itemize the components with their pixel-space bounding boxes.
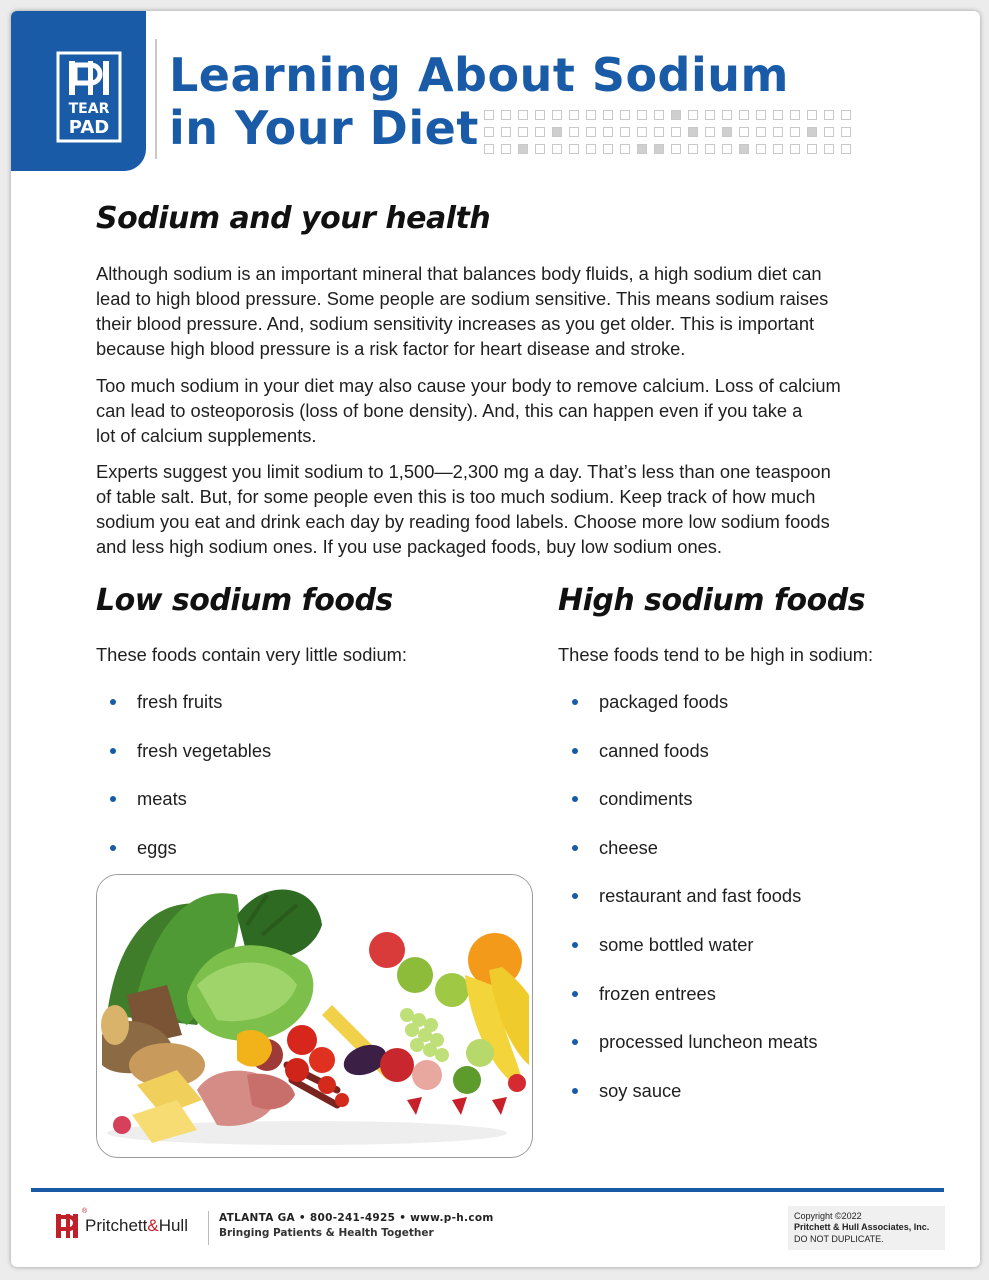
high-sodium-list: [558, 690, 938, 1127]
grid-square: [756, 144, 766, 154]
vegetables-fruits-image: [97, 875, 531, 1156]
grid-square: [790, 144, 800, 154]
footer-divider: [31, 1188, 944, 1192]
grid-square: [688, 127, 698, 137]
grid-square: [501, 110, 511, 120]
logo-text-pad: PAD: [68, 117, 110, 138]
grid-square: [705, 110, 715, 120]
paragraph-3-line: Experts suggest you limit sodium to 1,500—2,300 mg a day. That’s less than one teaspoon: [96, 461, 831, 482]
brand-name-second: Hull: [158, 1216, 188, 1235]
list-item: [96, 690, 516, 739]
grid-square: [552, 127, 562, 137]
tear-pad-logo: [11, 11, 146, 171]
bullet-icon: [572, 699, 578, 705]
list-item: [558, 982, 938, 1031]
header-divider: [155, 39, 157, 159]
bullet-icon: [110, 699, 116, 705]
bullet-icon: [572, 893, 578, 899]
ph-monogram-icon: [54, 1211, 82, 1239]
list-item: [558, 836, 938, 885]
heading-low-sodium: Low sodium foods: [96, 583, 393, 618]
grid-square: [569, 110, 579, 120]
list-item-text: cheese: [599, 836, 658, 858]
list-item: [558, 1030, 938, 1079]
grid-square: [773, 110, 783, 120]
bullet-icon: [572, 991, 578, 997]
copyright-line: Copyright ©2022: [794, 1211, 862, 1221]
registered-mark: ®: [82, 1208, 88, 1215]
grid-square: [790, 127, 800, 137]
grid-square: [586, 127, 596, 137]
list-item-text: fresh fruits: [137, 691, 223, 712]
grid-square: [518, 127, 528, 137]
title-line-2: in Your Diet: [169, 101, 479, 155]
grid-square: [501, 144, 511, 154]
heading-high-sodium: High sodium foods: [558, 583, 866, 618]
list-item-text: packaged foods: [599, 691, 729, 712]
grid-square: [705, 127, 715, 137]
grid-square: [586, 144, 596, 154]
grid-square: [535, 110, 545, 120]
grid-square: [739, 127, 749, 137]
list-item-text: meats: [137, 788, 187, 810]
low-sodium-intro: These foods contain very little sodium:: [96, 644, 407, 665]
grid-square: [518, 110, 528, 120]
list-item: [558, 739, 938, 788]
paragraph-2-line: lot of calcium supplements.: [96, 425, 317, 446]
copyright-notice: DO NOT DUPLICATE.: [794, 1234, 884, 1244]
paragraph-1-line: their blood pressure. And, sodium sensitivity increases as you get older. This is important: [96, 313, 815, 334]
grid-square: [807, 110, 817, 120]
bullet-icon: [572, 942, 578, 948]
bullet-icon: [572, 796, 578, 802]
tagline: Bringing Patients & Health Together: [219, 1227, 434, 1239]
bullet-icon: [572, 1088, 578, 1094]
list-item: [558, 1079, 938, 1128]
grid-square: [722, 127, 732, 137]
food-photo: [96, 874, 533, 1158]
grid-square: [671, 144, 681, 154]
paragraph-1-line: because high blood pressure is a risk factor for heart disease and stroke.: [96, 338, 686, 359]
list-item: [96, 787, 516, 836]
grid-square: [841, 144, 851, 154]
grid-square: [654, 127, 664, 137]
grid-square: [790, 110, 800, 120]
grid-square: [841, 110, 851, 120]
grid-square: [620, 127, 630, 137]
grid-square: [603, 144, 613, 154]
grid-square: [603, 127, 613, 137]
paragraph-3-line: sodium you eat and drink each day by reading food labels. Choose more low sodium foods: [96, 511, 830, 532]
list-item-text: condiments: [599, 788, 693, 810]
grid-square: [552, 144, 562, 154]
list-item-text: processed luncheon meats: [599, 1031, 818, 1053]
grid-square: [637, 127, 647, 137]
grid-square: [756, 127, 766, 137]
brand-ampersand: &: [147, 1216, 159, 1235]
logo-text-tear: TEAR: [68, 101, 110, 117]
grid-square: [671, 110, 681, 120]
list-item-text: restaurant and fast foods: [599, 885, 802, 907]
grid-square: [807, 144, 817, 154]
bullet-icon: [572, 1039, 578, 1045]
list-item: [558, 690, 938, 739]
grid-square: [654, 144, 664, 154]
grid-square: [518, 144, 528, 154]
grid-square: [739, 110, 749, 120]
brand-name-first: Pritchett: [85, 1216, 148, 1235]
bullet-icon: [110, 796, 116, 802]
grid-square: [535, 144, 545, 154]
grid-square: [535, 127, 545, 137]
tear-pad-icon: [56, 51, 122, 143]
list-item: [558, 933, 938, 982]
grid-square: [484, 110, 494, 120]
paragraph-3-line: and less high sodium ones. If you use packaged foods, buy low sodium ones.: [96, 536, 723, 557]
list-item-text: canned foods: [599, 739, 709, 761]
grid-square: [501, 127, 511, 137]
grid-square: [824, 144, 834, 154]
contact-info: ATLANTA GA • 800-241-4925 • www.p-h.com: [219, 1212, 494, 1224]
grid-square: [705, 144, 715, 154]
paragraph-1-line: Although sodium is an important mineral that balances body fluids, a high sodium diet can: [96, 263, 822, 284]
footer-vertical-divider: [208, 1211, 209, 1245]
bullet-icon: [110, 845, 116, 851]
list-item-text: fresh vegetables: [137, 739, 272, 761]
paragraph-2-line: can lead to osteoporosis (loss of bone density). And, this can happen even if you take a: [96, 400, 803, 421]
high-sodium-intro: These foods tend to be high in sodium:: [558, 644, 874, 665]
list-item: [96, 739, 516, 788]
grid-square: [739, 144, 749, 154]
copyright-company: Pritchett & Hull Associates, Inc.: [794, 1222, 930, 1232]
paragraph-2-line: Too much sodium in your diet may also cause your body to remove calcium. Loss of calcium: [96, 375, 841, 396]
paragraph-3: [96, 459, 906, 559]
grid-square: [722, 144, 732, 154]
handout-page: [11, 11, 980, 1267]
heading-sodium-health: Sodium and your health: [96, 201, 491, 236]
grid-square: [586, 110, 596, 120]
grid-square: [569, 127, 579, 137]
grid-square: [552, 110, 562, 120]
paragraph-1: [96, 261, 906, 361]
grid-square: [688, 144, 698, 154]
grid-square: [824, 110, 834, 120]
low-sodium-list: [96, 690, 516, 884]
list-item-text: soy sauce: [599, 1079, 682, 1101]
grid-square: [773, 144, 783, 154]
grid-square: [620, 144, 630, 154]
grid-square: [722, 110, 732, 120]
page-title: [169, 49, 789, 155]
list-item-text: some bottled water: [599, 933, 754, 955]
grid-square: [824, 127, 834, 137]
grid-square: [773, 127, 783, 137]
grid-square: [654, 110, 664, 120]
list-item-text: eggs: [137, 836, 177, 858]
grid-square: [671, 127, 681, 137]
bullet-icon: [110, 748, 116, 754]
grid-square: [637, 110, 647, 120]
grid-square: [807, 127, 817, 137]
bullet-icon: [572, 748, 578, 754]
list-item-text: frozen entrees: [599, 982, 716, 1004]
brand-name: [85, 1216, 188, 1236]
grid-square: [620, 110, 630, 120]
paragraph-3-line: of table salt. But, for some people even this is too much sodium. Keep track of how much: [96, 486, 816, 507]
title-line-1: Learning About Sodium: [169, 48, 789, 102]
paragraph-2: [96, 373, 906, 448]
grid-square: [484, 144, 494, 154]
grid-square: [569, 144, 579, 154]
grid-square: [637, 144, 647, 154]
grid-square: [484, 127, 494, 137]
list-item: [558, 787, 938, 836]
grid-square: [603, 110, 613, 120]
list-item: [558, 884, 938, 933]
grid-square: [688, 110, 698, 120]
grid-square: [841, 127, 851, 137]
grid-square: [756, 110, 766, 120]
paragraph-1-line: lead to high blood pressure. Some people are sodium sensitive. This means sodium raises: [96, 288, 829, 309]
bullet-icon: [572, 845, 578, 851]
copyright-box: [788, 1206, 945, 1250]
